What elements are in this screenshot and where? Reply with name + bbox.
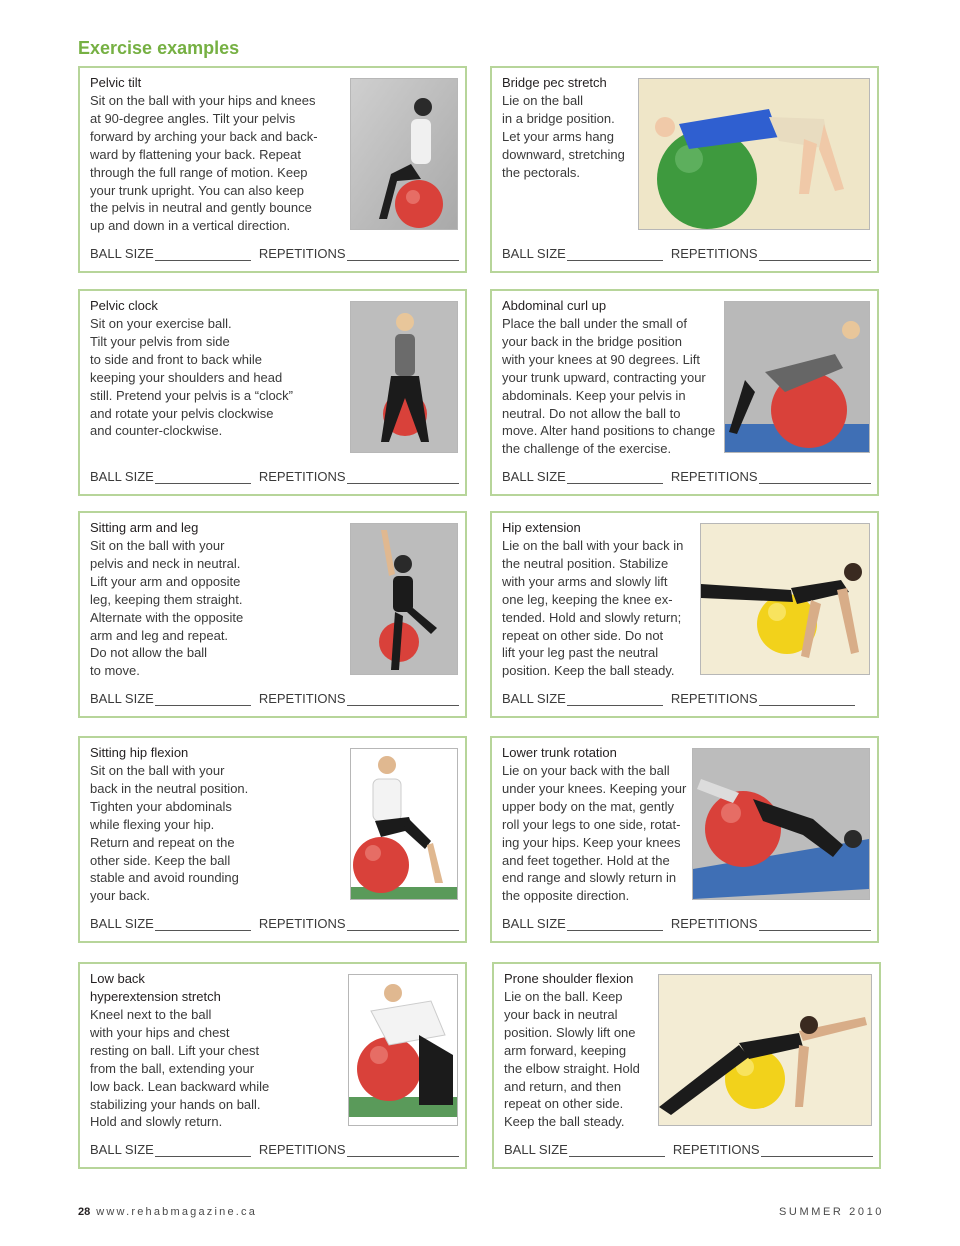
ball-size-field[interactable] [569,1144,665,1157]
exercise-card-bridge-pec-stretch [490,66,879,273]
ball-size-label: BALL SIZE [90,691,154,706]
repetitions-label: REPETITIONS [670,916,758,931]
ball-size-field[interactable] [155,1144,251,1157]
ball-size-field[interactable] [155,693,251,706]
exercise-title: Pelvic tilt [90,75,142,90]
ball-size-label: BALL SIZE [502,916,566,931]
ball-size-field[interactable] [567,918,663,931]
ball-size-field[interactable] [567,693,663,706]
exercise-description: Lie on the ball in a bridge position. Let your arms hang downward, stretching the pectorals. [502,93,625,180]
exercise-title: Prone shoulder flexion [504,971,634,986]
exercise-fields [502,246,871,261]
exercise-description: Sit on the ball with your pelvis and neck in neutral. Lift your arm and opposite leg, keeping them straight. Alternate with the opposite arm and leg and repeat. Do not allow the ball to move. [90,538,244,679]
repetitions-label: REPETITIONS [670,691,758,706]
ball-size-label: BALL SIZE [90,469,154,484]
ball-size-label: BALL SIZE [502,691,566,706]
exercise-description: Lie on your back with the ball under your knees. Keeping your upper body on the mat, gently roll your legs to one side, rotat- ing your hips. Keep your knees and feet together. Hold at the end range and slowly return in the opposite direction. [502,763,687,904]
exercise-photo [350,78,458,230]
footer-left [78,1206,257,1218]
repetitions-label: REPETITIONS [672,1142,760,1157]
repetitions-field[interactable] [347,248,459,261]
exercise-fields [90,1142,459,1157]
exercise-title: Abdominal curl up [502,298,607,313]
exercise-photo [700,523,870,675]
ball-size-label: BALL SIZE [502,469,566,484]
ball-size-label: BALL SIZE [90,1142,154,1157]
exercise-fields [90,246,459,261]
exercise-card-sitting-arm-and-leg [78,511,467,718]
exercise-card-low-back-hyperextension-stretch [78,962,467,1169]
repetitions-label: REPETITIONS [258,916,346,931]
exercise-title: Hip extension [502,520,581,535]
repetitions-field[interactable] [761,1144,873,1157]
exercise-photo [350,301,458,453]
repetitions-field[interactable] [347,918,459,931]
repetitions-label: REPETITIONS [258,691,346,706]
repetitions-field[interactable] [347,693,459,706]
ball-size-field[interactable] [155,471,251,484]
exercise-fields [504,1142,873,1157]
ball-size-label: BALL SIZE [502,246,566,261]
exercise-title: Bridge pec stretch [502,75,607,90]
page-number: 28 [78,1206,91,1218]
exercise-description: Place the ball under the small of your back in the bridge position with your knees at 90 degrees. Lift your trunk upward, contracting your abdominals. Keep your pelvis in neutral. Do not allow the ball to move. Alter hand positions to change the challenge of the exercise. [502,316,716,457]
exercise-title: Lower trunk rotation [502,745,617,760]
exercise-card-hip-extension [490,511,879,718]
website-link[interactable]: www.rehabmagazine.ca [96,1206,258,1218]
exercise-title: Pelvic clock [90,298,158,313]
ball-size-label: BALL SIZE [90,916,154,931]
repetitions-field[interactable] [759,248,871,261]
repetitions-field[interactable] [347,1144,459,1157]
issue-label: SUMMER 2010 [778,1206,884,1218]
repetitions-label: REPETITIONS [670,246,758,261]
exercise-fields [90,691,459,706]
ball-size-field[interactable] [567,248,663,261]
exercise-fields [502,691,855,706]
exercise-title: Sitting hip flexion [90,745,189,760]
exercise-photo [692,748,870,900]
ball-size-field[interactable] [567,471,663,484]
page-heading: Exercise examples [78,38,240,58]
ball-size-field[interactable] [155,248,251,261]
repetitions-field[interactable] [347,471,459,484]
exercise-description: Sit on the ball with your back in the neutral position. Tighten your abdominals while flexing your hip. Return and repeat on the other side. Keep the ball stable and avoid rounding your back. [90,763,249,904]
repetitions-field[interactable] [759,471,871,484]
exercise-description: Sit on the ball with your hips and knees at 90-degree angles. Tilt your pelvis forward by arching your back and back- ward by flattening your back. Repeat through the full range of motion. Keep your trunk upright. You can also keep the pelvis in neutral and gently bounce up and down in a vertical direction. [90,93,318,234]
exercise-card-abdominal-curl-up [490,289,879,496]
ball-size-label: BALL SIZE [504,1142,568,1157]
repetitions-label: REPETITIONS [258,1142,346,1157]
exercise-card-pelvic-clock [78,289,467,496]
exercise-photo [724,301,870,453]
repetitions-label: REPETITIONS [258,246,346,261]
exercise-photo [658,974,872,1126]
exercise-photo [348,974,458,1126]
exercise-photo [638,78,870,230]
repetitions-label: REPETITIONS [258,469,346,484]
exercise-fields [90,916,459,931]
exercise-fields [90,469,459,484]
exercise-card-pelvic-tilt [78,66,467,273]
repetitions-field[interactable] [759,693,855,706]
exercise-fields [502,469,871,484]
exercise-title: Sitting arm and leg [90,520,199,535]
exercise-fields [502,916,871,931]
exercise-photo [350,523,458,675]
ball-size-field[interactable] [155,918,251,931]
repetitions-label: REPETITIONS [670,469,758,484]
ball-size-label: BALL SIZE [90,246,154,261]
exercise-card-prone-shoulder-flexion [492,962,881,1169]
exercise-description: Sit on your exercise ball. Tilt your pelvis from side to side and front to back while keeping your shoulders and head still. Pretend your pelvis is a “clock” and rotate your pelvis clockwise and counter-clockwise. [90,316,294,439]
exercise-description: Lie on the ball. Keep your back in neutral position. Slowly lift one arm forward, keeping the elbow straight. Hold and return, and then repeat on other side. Keep the ball steady. [504,989,640,1130]
exercise-title: Low back hyperextension stretch [90,971,221,1004]
repetitions-field[interactable] [759,918,871,931]
exercise-card-lower-trunk-rotation [490,736,879,943]
exercise-photo [350,748,458,900]
exercise-card-sitting-hip-flexion [78,736,467,943]
exercise-description: Lie on the ball with your back in the neutral position. Stabilize with your arms and slowly lift one leg, keeping the knee ex- tended. Hold and slowly return; repeat on other side. Do not lift your leg past the neutral position. Keep the ball steady. [502,538,684,679]
exercise-description: Kneel next to the ball with your hips and chest resting on ball. Lift your chest from the ball, extending your low back. Lean backward while stabilizing your hands on ball. Hold and slowly return. [90,1007,270,1130]
